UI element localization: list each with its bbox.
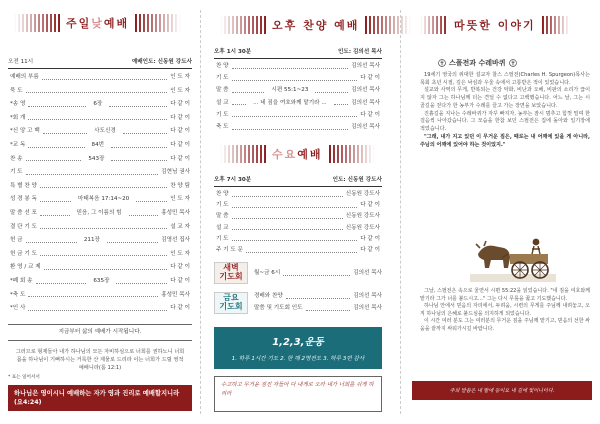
sunday-header <box>14 12 181 34</box>
order-row <box>216 237 380 243</box>
friday-row-2 <box>254 306 382 312</box>
leader-dots <box>36 278 87 284</box>
header-stripes <box>135 14 181 32</box>
afternoon-time: 오후 1시 30분 <box>214 49 252 55</box>
order-item: *축 도 <box>10 291 26 298</box>
sunday-meta <box>8 60 192 66</box>
order-row <box>10 89 190 95</box>
order-item: 말 씀 선 포 <box>10 210 37 216</box>
cross-icon <box>438 59 446 67</box>
cross-icon <box>509 59 517 67</box>
order-row <box>216 203 380 209</box>
header-stripes <box>420 16 448 34</box>
header-stripes <box>14 14 60 32</box>
afternoon-leader: 인도: 김의선 목사 <box>338 49 382 55</box>
order-person: 다 같 이 <box>360 75 380 82</box>
story-footer-bar: 주의 말씀은 내 발에 등이요 내 길에 빛이니이다. <box>412 381 592 400</box>
order-item: 기 도 <box>10 169 23 176</box>
afternoon-meta <box>214 50 382 56</box>
program-bar <box>214 327 382 369</box>
order-detail: 믿음, 그 이름의 힘 <box>76 210 122 216</box>
dawn-badge <box>214 262 248 284</box>
story-body-2 <box>420 288 590 334</box>
order-person: 김의선 목사 <box>351 124 380 130</box>
order-person: 다 같 이 <box>360 235 380 242</box>
header-stripes <box>329 145 375 163</box>
sunday-title: 주일낮예배 <box>66 17 130 30</box>
ox-cart-illustration <box>470 224 556 282</box>
leader-dots <box>136 196 167 202</box>
call-box: 수고하고 무거운 짐진 자들아 다 내게로 오라 내가 너희를 쉬게 하리라 <box>214 376 382 412</box>
leader-dots <box>28 115 167 121</box>
order-item: 말 씀 <box>216 213 229 220</box>
order-person: 다 같 이 <box>360 111 380 118</box>
order-row <box>10 197 190 203</box>
order-detail: 543장 <box>88 155 105 162</box>
order-item: 특 별 찬 양 <box>10 182 37 189</box>
leader-dots <box>26 156 82 162</box>
leader-dots <box>123 128 167 134</box>
order-row <box>10 129 190 135</box>
order-row <box>216 226 380 232</box>
leader-dots <box>44 264 168 270</box>
story-paragraph: 하나님 안에서 믿음의 자리에서, 두려움, 시련의 무게를 주님께 내려놓고, 오직 하나님의 은혜로 붙드심을 의지하게 되었습니다. <box>420 303 590 317</box>
friday-item: 말씀 및 기도회 인도 <box>254 305 303 311</box>
order-detail: 635장 <box>93 278 110 284</box>
sunday-panel <box>0 0 200 424</box>
order-person: 다 같 이 <box>170 305 190 312</box>
order-person: 다 같 이 <box>360 202 380 209</box>
order-item: 기 도 <box>216 111 229 118</box>
footnote-text: * 표는 일어서서 <box>8 375 40 380</box>
friday-person: 김의선 목사 <box>353 305 382 311</box>
leader-dots <box>40 224 167 230</box>
leader-dots <box>26 237 77 243</box>
order-person: 홍성민 목사 <box>161 291 190 298</box>
order-person: 김의선 목사 <box>351 99 380 106</box>
leader-dots <box>109 101 167 107</box>
order-row <box>216 76 380 82</box>
order-person: 다 같 이 <box>170 155 190 162</box>
leader-dots <box>28 305 167 311</box>
order-person: 김의선 목사 <box>351 87 380 94</box>
order-item: *송 영 <box>10 101 26 108</box>
order-item: 말 씀 <box>216 87 229 94</box>
order-row <box>216 192 380 198</box>
order-row <box>10 116 190 122</box>
header-stripes <box>220 16 266 34</box>
order-item: 예배의 부름 <box>10 74 39 80</box>
sunday-closing <box>8 330 192 336</box>
footnote <box>8 376 40 381</box>
order-item: 기 도 <box>216 75 229 82</box>
friday-item: 경배와 찬양 <box>254 293 283 299</box>
leader-dots <box>111 156 167 162</box>
story-paragraph: 그날, 스펄전은 속으로 울면서 시편 55:22을 읽었습니다. "네 짐을 여호와께 맡기라 그가 너를 붙드시고…" 그는 다시 무릎을 꿇고 기도했습니다. <box>420 288 590 302</box>
leader-dots <box>334 100 349 106</box>
order-item: 찬 양 <box>216 63 229 69</box>
dawn-row <box>254 271 382 277</box>
order-person: 인 도 자 <box>170 74 190 80</box>
story-paragraph: 진흙길을 지나는 수레바퀴가 자꾸 빠지자, 농부는 잠시 멈추고 힘껏 밀며 한 걸음씩 나아갔습니다. 그 모습을 한참 보던 스펄전은 집에 돌아와 일기장에 적었습니다. <box>420 110 590 133</box>
leader-dots <box>107 237 158 243</box>
order-person: 신동원 강도사 <box>345 213 380 220</box>
order-person: 다 같 이 <box>170 114 190 121</box>
leader-dots <box>232 87 265 93</box>
friday-badge <box>214 292 248 314</box>
badge-line: 금요 <box>223 293 239 303</box>
sunday-leader: 예배인도: 신동원 강도사 <box>131 59 192 65</box>
wednesday-time: 오후 7시 30분 <box>214 177 252 183</box>
leader-dots <box>232 191 343 197</box>
order-item: 결 단 기 도 <box>10 223 37 230</box>
header-stripes <box>542 16 570 34</box>
order-row <box>216 125 380 131</box>
leader-dots <box>40 196 71 202</box>
leader-dots <box>232 63 349 69</box>
order-row <box>216 101 380 107</box>
leader-dots <box>111 142 167 148</box>
order-person: 인 도 자 <box>170 87 190 94</box>
leader-dots <box>283 270 350 276</box>
leader-dots <box>246 247 357 253</box>
order-row <box>10 211 190 217</box>
badge-line: 새벽 <box>223 263 239 273</box>
dawn-person: 김의선 목사 <box>353 270 382 276</box>
friday-row-1 <box>254 294 382 300</box>
story-paragraph: 설교와 사역의 무게, 반복되는 건강 악화, 비난과 오해, 비판의 소리가 끊이지 않자 그는 하나님께 더는 견딜 수 없다고 고백했습니다. 어느 날, 그는 시골길을 걷다가 한 농부가 수레를 끌고 가는 장면을 보았습니다. <box>420 87 590 109</box>
leader-dots <box>306 305 351 311</box>
order-row <box>10 143 190 149</box>
leader-dots <box>26 88 168 94</box>
order-item: 헌 금 <box>10 237 23 244</box>
leader-dots <box>28 101 86 107</box>
order-item: 찬 양 <box>216 191 229 197</box>
order-person: 홍성민 목사 <box>161 210 191 216</box>
order-person: 다 같 이 <box>170 101 191 108</box>
divider <box>8 324 192 325</box>
badge-line: 기도회 <box>219 272 243 281</box>
order-item: *폐 회 송 <box>10 278 33 284</box>
order-row <box>10 170 190 176</box>
wednesday-header <box>220 143 375 165</box>
order-item: 환 영 / 교 제 <box>10 264 41 271</box>
order-detail: 시편 55:1~23 <box>271 87 309 94</box>
wednesday-meta <box>214 178 382 184</box>
divider <box>8 68 192 69</box>
verse-bar: 하나님은 영이시니 예배하는 자가 영과 진리로 예배할지니라 (요4:24) <box>8 385 192 411</box>
order-detail: ... 네 짐을 여호와께 맡기라 ... <box>253 99 327 106</box>
order-item: *교 독 <box>10 142 26 148</box>
divider <box>214 186 382 187</box>
leader-dots <box>129 210 159 216</box>
order-row <box>216 64 380 70</box>
order-row <box>10 306 190 312</box>
order-row <box>216 113 380 119</box>
story-header-title: 따뜻한 이야기 <box>454 19 536 32</box>
order-row <box>10 75 190 81</box>
leader-dots <box>286 293 350 299</box>
order-person: 신동원 강도사 <box>345 191 380 197</box>
dawn-text: 월~금 6시 <box>254 270 281 276</box>
order-person: 다 같 이 <box>170 278 191 284</box>
leader-dots <box>232 75 358 81</box>
order-person: 다 같 이 <box>170 264 190 271</box>
leader-dots <box>315 87 348 93</box>
leader-dots <box>232 213 343 219</box>
order-item: 찬 송 <box>10 155 23 162</box>
order-detail: 마태복음 17:14~20 <box>77 196 130 203</box>
order-row <box>10 184 190 190</box>
order-row <box>10 102 190 108</box>
order-row <box>216 248 380 254</box>
order-item: 묵 도 <box>10 87 23 94</box>
leader-dots <box>232 225 343 231</box>
leader-dots <box>43 128 87 134</box>
program-title: 1,2,3,운동 <box>272 337 324 348</box>
sunday-time: 오전 11시 <box>8 59 34 65</box>
story-paragraph: 19세기 영국의 위대한 설교자 찰스 스펄전(Charles H. Spurgeon)목사는 목회 초년 시절, 깊은 낙심과 우울 속에서 고통받은 적이 있었습니다. <box>420 72 590 86</box>
leader-dots <box>40 210 70 216</box>
sunday-note: 그러므로 형제들아 내가 하나님의 모든 자비하심으로 너희를 권하노니 너희 몸을 하나님이 기뻐하시는 거룩한 산 제물로 드리라 이는 너희가 드릴 영적 예배니라(롬 12:1) <box>15 349 185 372</box>
order-person: 다 같 이 <box>170 142 191 148</box>
order-person: 다 같 이 <box>360 247 380 253</box>
leader-dots <box>232 202 358 208</box>
order-item: 기 도 <box>216 235 229 242</box>
closing-text: 지금부터 삶의 예배가 시작됩니다. <box>58 329 142 335</box>
order-item: *회 개 <box>10 114 26 121</box>
order-row <box>10 279 190 285</box>
order-person: 김영선 집사 <box>161 237 191 244</box>
order-item: 설 교 <box>216 99 229 106</box>
order-person: 인 도 자 <box>170 250 190 257</box>
afternoon-title: 오후 찬양 예배 <box>272 19 360 32</box>
order-row <box>10 157 190 163</box>
divider <box>214 58 382 59</box>
story-body <box>420 72 590 149</box>
leader-dots <box>28 292 158 298</box>
leader-dots <box>232 112 358 118</box>
order-row <box>10 265 190 271</box>
order-row <box>10 252 190 258</box>
friday-person: 김의선 목사 <box>353 293 382 299</box>
order-row <box>10 225 190 231</box>
story-paragraph: 이 시간 여러 분도 그는 여러분의 무거운 짐을 주님께 맡기고, 믿음의 선한 싸움을 끝까지 싸워가시길 바랍니다. <box>420 318 590 332</box>
order-item: 설 교 <box>216 224 229 231</box>
leader-dots <box>232 124 349 130</box>
order-row <box>216 214 380 220</box>
order-item: *신 앙 고 백 <box>10 128 40 135</box>
order-row <box>216 88 380 94</box>
order-row <box>10 293 190 299</box>
order-row <box>10 238 190 244</box>
leader-dots <box>116 278 167 284</box>
order-person: 신동원 강도사 <box>345 224 380 231</box>
order-item: 헌 금 기 도 <box>10 250 37 257</box>
order-person: 설 교 자 <box>170 223 190 230</box>
leader-dots <box>40 251 167 257</box>
order-person: 인 도 자 <box>170 196 190 203</box>
order-person: 김의선 목사 <box>351 63 380 69</box>
program-subtitle: 1. 하루 1시간 기도 2. 한 해 2명전도 3. 하루 3번 감사 <box>231 356 365 362</box>
story-header <box>420 14 570 36</box>
order-person: 김현님 권사 <box>161 169 190 176</box>
story-title-text: 스폴전과 수레바퀴 <box>449 59 506 67</box>
leader-dots <box>26 169 159 175</box>
order-item: 성 경 봉 독 <box>10 196 37 203</box>
leader-dots <box>28 142 84 148</box>
order-item: 주 기 도 문 <box>216 247 243 253</box>
divider <box>8 340 192 341</box>
badge-line: 기도회 <box>219 302 243 311</box>
order-item: *인 사 <box>10 305 26 312</box>
order-detail: 사도신경 <box>94 128 116 135</box>
leader-dots <box>40 183 167 189</box>
leader-dots <box>232 236 358 242</box>
afternoon-header <box>220 14 411 36</box>
order-item: 기 도 <box>216 202 229 209</box>
order-person: 찬 양 팀 <box>170 182 190 189</box>
story-title <box>438 58 517 68</box>
leader-dots <box>42 74 167 80</box>
leader-dots <box>232 100 247 106</box>
order-person: 다 같 이 <box>170 128 190 135</box>
order-detail: 84번 <box>91 142 105 148</box>
order-detail: 211장 <box>83 237 100 244</box>
order-item: 축 도 <box>216 124 229 130</box>
order-detail: 6장 <box>93 101 103 108</box>
header-stripes <box>220 145 266 163</box>
wednesday-leader: 인도: 신동원 강도사 <box>332 177 382 183</box>
story-quote: "그래, 내가 지고 있던 이 무거운 짐은, 때로는 내 어깨에 있을 게 아니라, 주님의 어깨에 있어야 하는 것이었지." <box>420 133 590 148</box>
wednesday-title: 수요예배 <box>272 148 323 161</box>
